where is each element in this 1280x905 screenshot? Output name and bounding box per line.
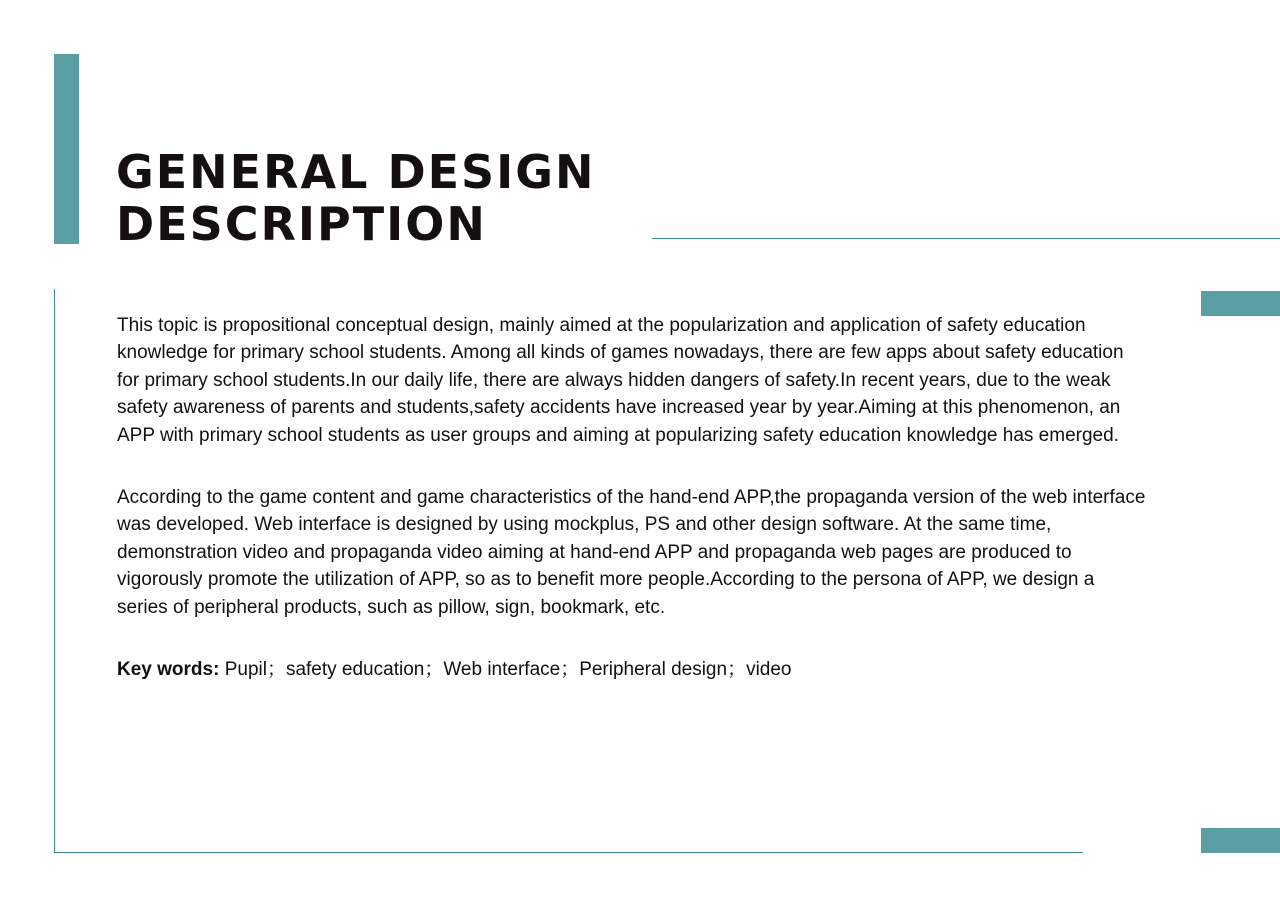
- keywords-line: [117, 656, 1147, 683]
- paragraph-intro: This topic is propositional conceptual design, mainly aimed at the popularization and application of safety education knowledge for primary school students. Among all kinds of games nowadays, there are few apps about safety education for primary school students.In our daily life, there are always hidden dangers of safety.In recent years, due to the weak safety awareness of parents and students,safety accidents have increased year by year.Aiming at this phenomenon, an APP with primary school students as user groups and aiming at popularizing safety education knowledge has emerged.: [117, 315, 1124, 446]
- left-accent-bar: [54, 54, 79, 244]
- title-underline-rule: [652, 238, 1280, 239]
- right-accent-tab-bottom: [1201, 828, 1280, 853]
- description-body: [117, 312, 1147, 683]
- page-title-line-1: GENERAL DESIGN: [116, 145, 596, 199]
- right-accent-tab-top: [1201, 291, 1280, 316]
- content-frame-left-rule: [54, 289, 55, 853]
- page-title-line-2: DESCRIPTION: [116, 197, 487, 251]
- paragraph-development: According to the game content and game characteristics of the hand-end APP,the propaganda version of the web interface was developed. Web interface is designed by using mockplus, PS and other design software. At the same time, demonstration video and propaganda video aiming at hand-end APP and propaganda web pages are produced to vigorously promote the utilization of APP, so as to benefit more people.According to the persona of APP, we design a series of peripheral products, such as pillow, sign, bookmark, etc.: [117, 487, 1146, 618]
- keywords-label: Key words:: [117, 659, 220, 681]
- keywords-value: Pupil；safety education；Web interface；Peripheral design；video: [219, 659, 792, 681]
- page-title: [116, 146, 596, 250]
- content-frame-bottom-rule: [54, 852, 1083, 853]
